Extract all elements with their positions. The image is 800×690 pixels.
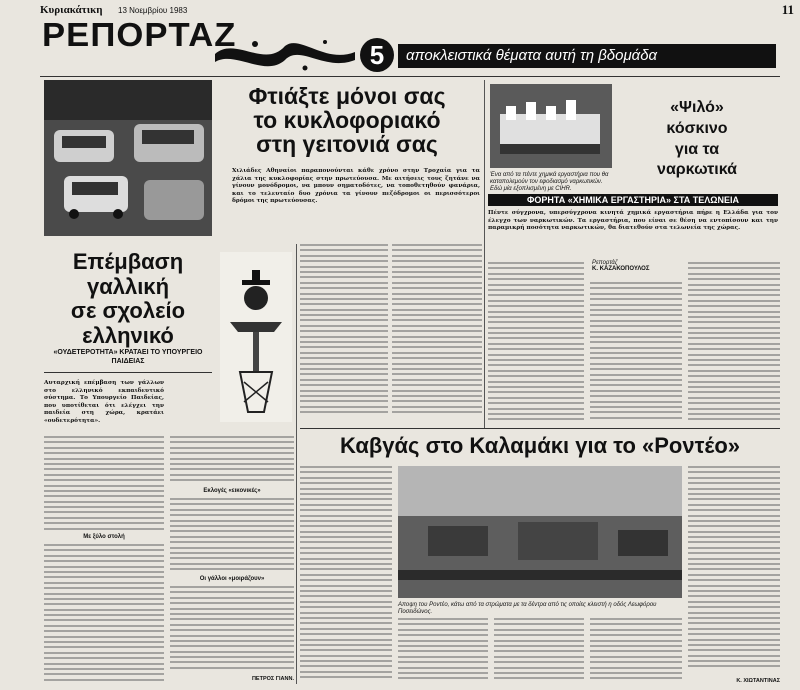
lab-photo xyxy=(490,84,612,168)
narcotics-headline xyxy=(622,98,772,181)
section-tagline: αποκλειστικά θέματα αυτή τη βδομάδα xyxy=(398,44,776,68)
rodeo-photo xyxy=(398,466,682,598)
rodeo-photo-caption: Αποψη του Ροντέο, κάτω από τα στρώματα με τα δέντρα από τις οποίες κλειστή η οδός Λεωφόρου Ποσειδώνος. xyxy=(398,602,657,616)
traffic-photo xyxy=(44,80,212,236)
school-lead: Αυταρχική επέμβαση των γάλλων στο ελληνικό εκπαιδευτικό σύστημα. Το Υπουργείο Παιδείας, που υποτίθεται ότι ελέγχει την παιδεία στη χώρα, κρατάει «ουδετερότητα». xyxy=(44,380,164,424)
narcotics-headline-line: κόσκινο xyxy=(666,119,728,137)
school-subheading-3: Οι γάλλοι «μοιράζουν» xyxy=(199,576,265,582)
narcotics-headline-line: ναρκωτικά xyxy=(657,161,737,179)
divider xyxy=(40,76,780,77)
school-column-2b xyxy=(170,498,294,572)
school-column-1b xyxy=(44,544,164,684)
section-title: ΡΕΠΟΡΤΑΖ xyxy=(42,16,237,53)
school-headline-line: ελληνικό xyxy=(82,322,174,348)
newspaper-name: Κυριακάτικη xyxy=(40,4,103,16)
divider xyxy=(300,428,780,429)
kalamaki-byline: Κ. ΧΙΩΤΑΝΤΙΝΑΣ xyxy=(736,678,780,684)
kalamaki-headline: Καβγάς στο Καλαμάκι για το «Ροντέο» xyxy=(339,433,741,458)
traffic-headline-line: Φτιάξτε μόνοι σας xyxy=(248,83,446,109)
ink-splash-graphic xyxy=(205,34,365,74)
narcotics-column-2 xyxy=(590,282,682,426)
issue-date: 13 Νοεμβρίου 1983 xyxy=(118,6,188,15)
narcotics-headline-line: για τα xyxy=(674,140,720,158)
narcotics-headline-line: «Ψιλό» xyxy=(670,99,724,116)
page-number: 11 xyxy=(781,2,794,17)
school-headline-line: γαλλική xyxy=(86,273,170,299)
school-subhead: «ΟΥΔΕΤΕΡΟΤΗΤΑ» ΚΡΑΤΑΕΙ ΤΟ ΥΠΟΥΡΓΕΙΟ ΠΑΙΔΕΙΑΣ xyxy=(53,349,203,366)
narcotics-column-3 xyxy=(688,262,780,426)
narcotics-column-1 xyxy=(488,262,584,426)
traffic-lead: Χιλιάδες Αθηναίοι παραπονούνται κάθε χρόνο στην Τροχαία για τα χάλια της κυκλοφορίας στην πρωτεύουσα. Με αιτήσεις τους ζητάνε να γίνουν μονόδρομοι, να μπουν σηματοδότες, να τοποθετηθούν φανάρια, και το τελευταίο δυο χρόνια τα γίνουν πεζόδρομοι οι περισσότεροι δρόμοι της πρωτεύουσας. xyxy=(232,168,480,205)
column-rule xyxy=(484,80,485,428)
traffic-column-2 xyxy=(392,244,482,422)
school-headline-line: σε σχολείο xyxy=(70,298,186,324)
traffic-headline-line: στη γειτονιά σας xyxy=(256,131,438,158)
kalamaki-column-1 xyxy=(300,466,392,686)
divider xyxy=(44,372,212,373)
school-cartoon xyxy=(220,252,292,422)
narcotics-byline xyxy=(592,260,682,272)
kalamaki-column-3 xyxy=(494,618,584,686)
byline-role: Ρεπορτάζ xyxy=(592,260,618,266)
narcotics-banner: ΦΟΡΗΤΑ «ΧΗΜΙΚΑ ΕΡΓΑΣΤΗΡΙΑ» ΣΤΑ ΤΕΛΩΝΕΙΑ xyxy=(488,194,778,206)
school-subheading-1: Με ξύλο στολή xyxy=(83,534,125,540)
section-badge: 5 xyxy=(360,38,394,72)
column-rule xyxy=(296,244,297,684)
narcotics-lead: Πέντε σύγχρονα, υπερσύγχρονα κινητά χημικά εργαστήρια πήρε η Ελλάδα για τον έλεγχο των ναρκωτικών. Τα εργαστήρια, που είναι σε θέση να εντοπίσουν και την παραμικρή ποσότητα ναρκωτικών, θα διατεθούν στα τελωνεία της χώρας. xyxy=(488,210,778,232)
kalamaki-column-2 xyxy=(398,618,488,686)
traffic-headline-line: το κυκλοφοριακό xyxy=(253,107,441,134)
kalamaki-column-4 xyxy=(590,618,682,686)
school-column-2c xyxy=(170,586,294,674)
traffic-headline xyxy=(216,84,478,156)
school-headline-line: Επέμβαση xyxy=(72,249,184,274)
school-column-2a xyxy=(170,436,294,486)
traffic-column-1 xyxy=(300,244,388,422)
school-byline: ΠΕΤΡΟΣ ΓΙΑΝΝ. xyxy=(251,676,294,682)
kalamaki-column-5 xyxy=(688,466,780,676)
school-subheading-2: Εκλογές «εικονικές» xyxy=(203,488,261,494)
byline-name: Κ. ΚΑΖΑΚΟΠΟΥΛΟΣ xyxy=(592,266,650,272)
school-column-1a xyxy=(44,436,164,532)
lab-photo-caption: Ένα από τα πέντε χημικά εργαστήρια που θα καταπολεμούν τον εφοδιασμό ναρκωτικών. Εδώ μία εξοπλισμένη με CIHR. xyxy=(490,172,609,193)
school-headline xyxy=(44,250,212,349)
